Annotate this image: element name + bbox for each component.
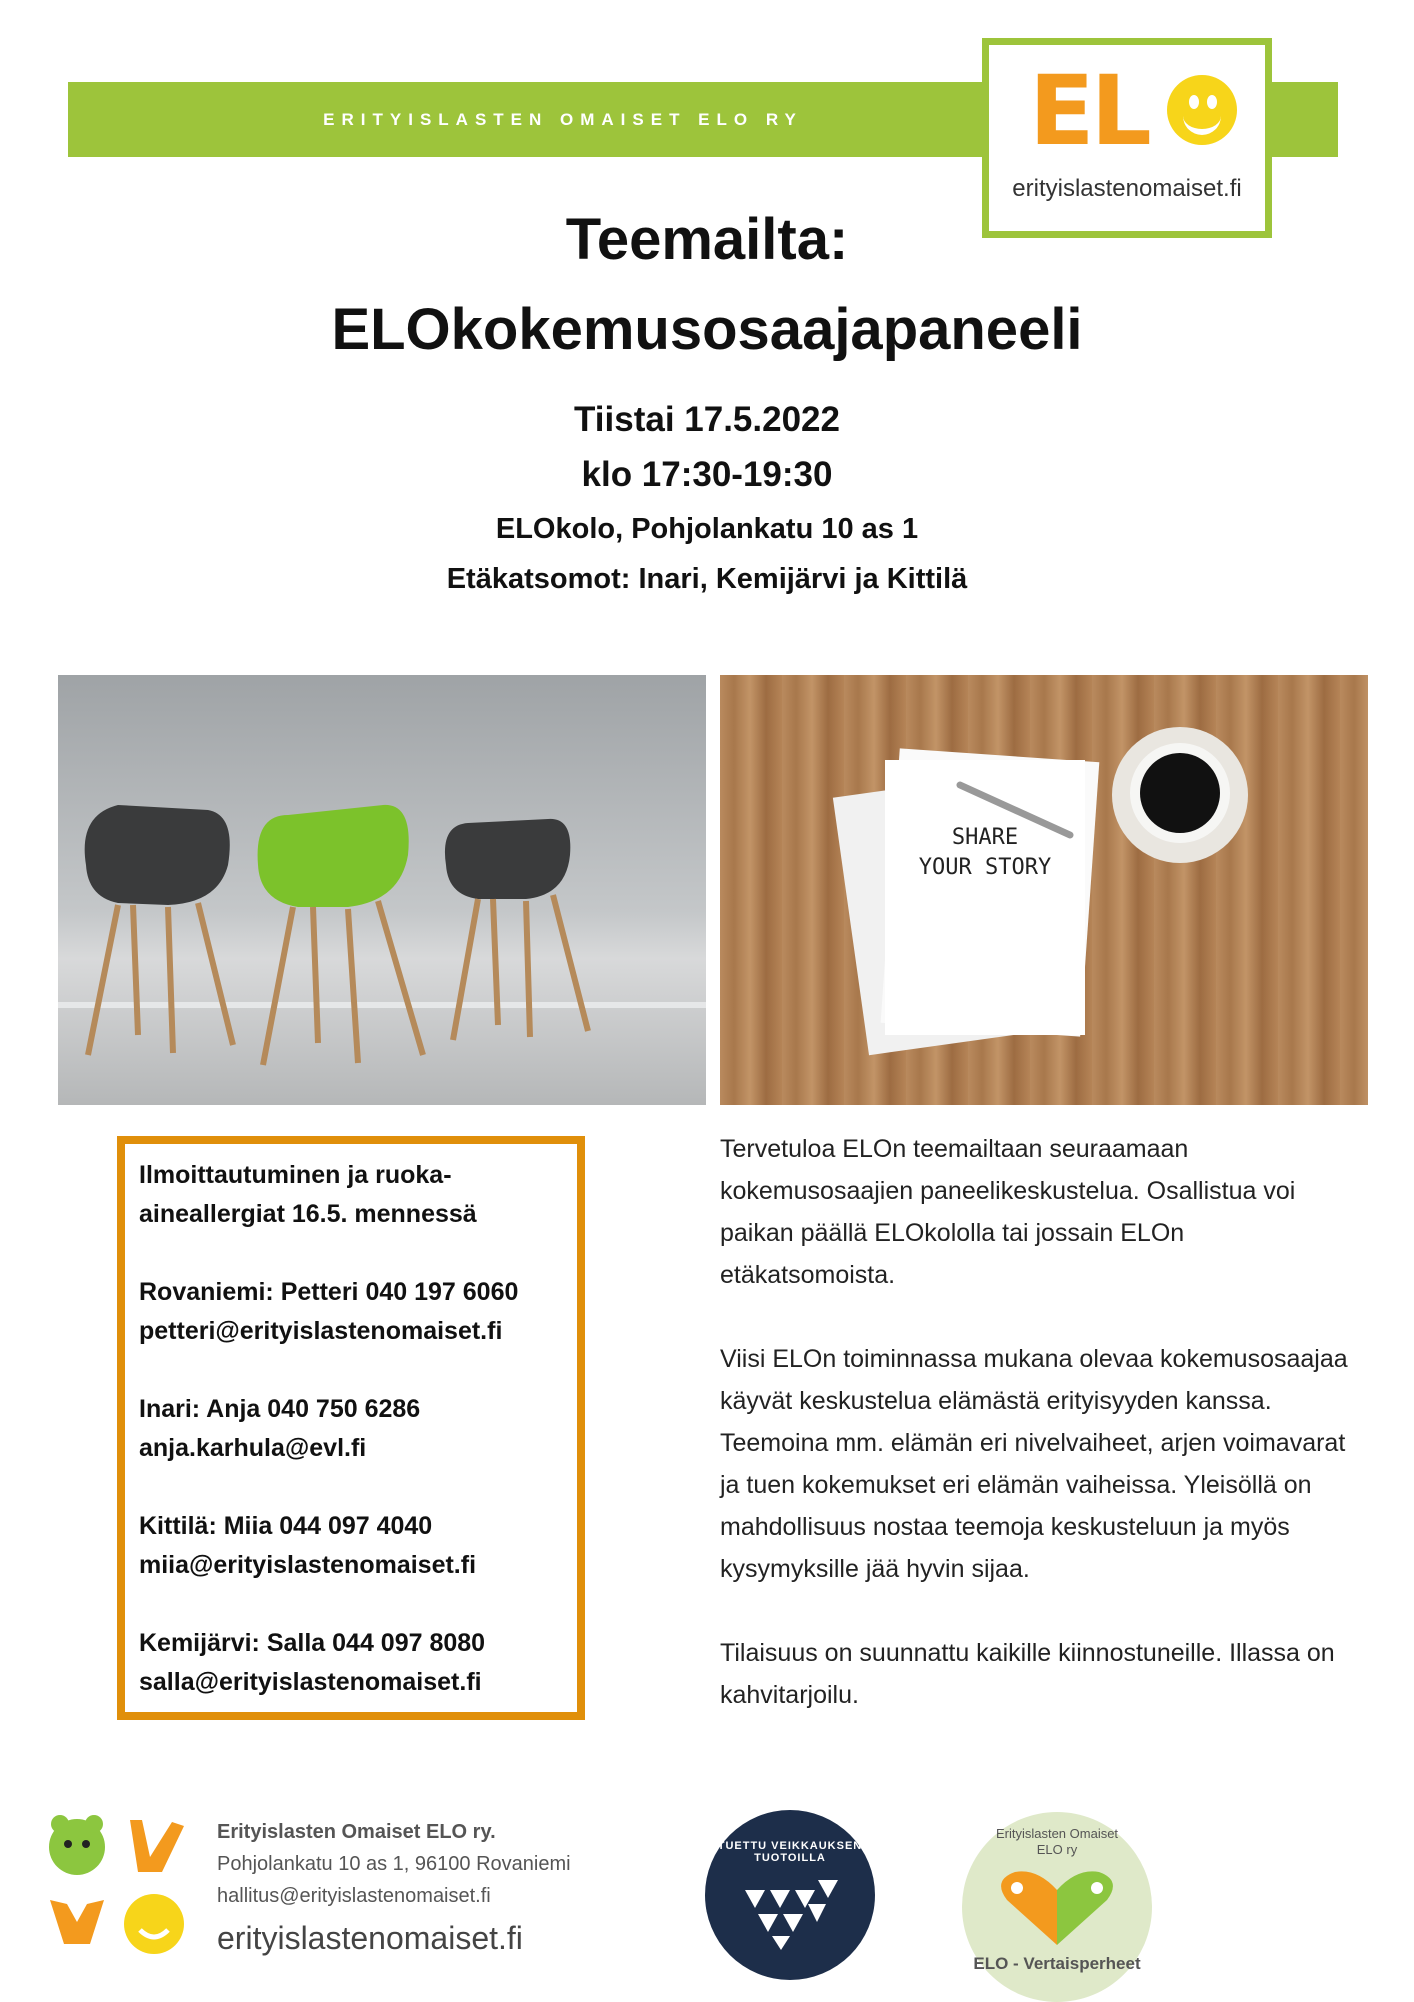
photo-caption-your-story: YOUR STORY bbox=[918, 855, 1052, 880]
banner-text: ERITYISLASTEN OMAISET ELO RY bbox=[323, 110, 803, 129]
event-date: Tiistai 17.5.2022 bbox=[574, 400, 840, 439]
registration-heading-line2: aineallergiat 16.5. mennessä bbox=[139, 1200, 477, 1228]
event-time: klo 17:30-19:30 bbox=[581, 455, 833, 494]
description bbox=[720, 1128, 1365, 1758]
org-email[interactable]: hallitus@erityislastenomaiset.fi bbox=[217, 1885, 491, 1907]
veikkaus-badge bbox=[705, 1810, 875, 1980]
contact-email[interactable]: salla@erityislastenomaiset.fi bbox=[139, 1668, 482, 1696]
contact-email[interactable]: miia@erityislastenomaiset.fi bbox=[139, 1551, 477, 1579]
logo-url: erityislastenomaiset.fi bbox=[1012, 175, 1242, 202]
description-paragraph: Tervetuloa ELOn teemailtaan seuraamaan kokemusosaajien paneelikeskustelua. Osallistua voi paikan päällä ELOkololla tai jossain ELOn etäkatsomoista. bbox=[720, 1135, 1296, 1289]
contact-line: Kemijärvi: Salla 044 097 8080 bbox=[139, 1629, 486, 1657]
org-name: Erityislasten Omaiset ELO ry. bbox=[217, 1821, 496, 1843]
smiley-sun-icon bbox=[1167, 75, 1237, 145]
page-title-line1: Teemailta: bbox=[565, 207, 849, 272]
org-address: Pohjolankatu 10 as 1, 96100 Rovaniemi bbox=[217, 1853, 571, 1875]
veikkaus-text: TUETTU VEIKKAUKSEN TUOTOILLA bbox=[717, 1840, 863, 1864]
contact-email[interactable]: anja.karhula@evl.fi bbox=[139, 1434, 367, 1462]
description-paragraph: Tilaisuus on suunnattu kaikille kiinnostuneille. Illassa on kahvitarjoilu. bbox=[720, 1639, 1335, 1709]
chair-green-center bbox=[258, 805, 423, 1065]
vertaisperheet-org: Erityislasten Omaiset bbox=[995, 1826, 1119, 1841]
event-remote-locations: Etäkatsomot: Inari, Kemijärvi ja Kittilä bbox=[446, 563, 968, 595]
event-location: ELOkolo, Pohjolankatu 10 as 1 bbox=[495, 513, 919, 545]
registration-box bbox=[117, 1136, 585, 1720]
contact-line: Inari: Anja 040 750 6286 bbox=[139, 1395, 421, 1423]
chairs-photo bbox=[58, 675, 706, 1105]
vertaisperheet-org-ry: ELO ry bbox=[1036, 1842, 1078, 1857]
org-website[interactable]: erityislastenomaiset.fi bbox=[217, 1920, 523, 1956]
share-your-story-photo bbox=[720, 675, 1368, 1105]
chair-gray-left bbox=[85, 805, 233, 1055]
mascots-icon bbox=[42, 1812, 192, 1962]
description-paragraph: Viisi ELOn toiminnassa mukana olevaa kokemusosaajaa käyvät keskustelua elämästä erityisyyden kanssa. Teemoina mm. elämän eri nivelvaiheet, arjen voimavarat ja tuen kokemukset eri elämän vaiheissa. Yleisöllä on mahdollisuus nostaa teemoja keskusteluun ja myös kysymyksille jää hyvin sijaa. bbox=[720, 1345, 1348, 1583]
veikkaus-v-icon bbox=[740, 1880, 840, 1950]
heart-mascots-icon bbox=[987, 1860, 1127, 1950]
photo-caption-share: SHARE bbox=[951, 825, 1019, 850]
registration-heading-line1: Ilmoittautuminen ja ruoka- bbox=[139, 1161, 452, 1189]
contact-email[interactable]: petteri@erityislastenomaiset.fi bbox=[139, 1317, 503, 1345]
contact-line: Kittilä: Miia 044 097 4040 bbox=[139, 1512, 433, 1540]
logo-letters: EL bbox=[1029, 55, 1148, 167]
vertaisperheet-label: ELO - Vertaisperheet bbox=[973, 1954, 1141, 1973]
page-title-line2: ELOkokemusosaajapaneeli bbox=[331, 297, 1083, 362]
vertaisperheet-badge bbox=[962, 1812, 1152, 2002]
footer-organisation bbox=[217, 1816, 571, 1954]
contact-line: Rovaniemi: Petteri 040 197 6060 bbox=[139, 1278, 519, 1306]
